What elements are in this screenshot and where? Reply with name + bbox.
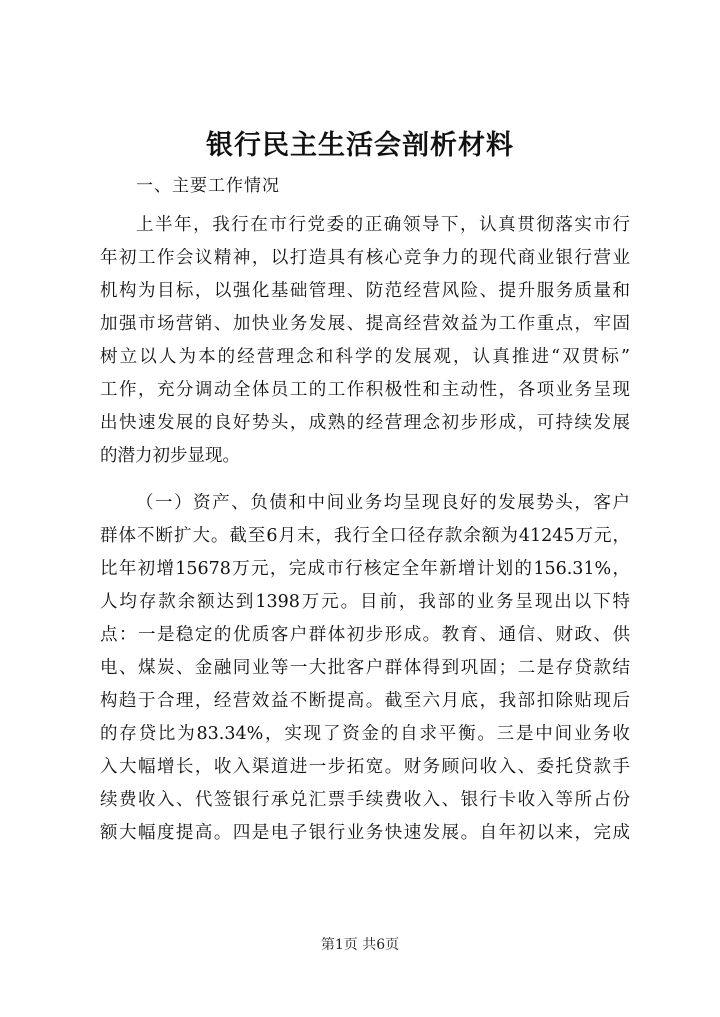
paragraph-line: 人均存款余额达到1398万元。目前，我部的业务呈现出以下特: [100, 592, 630, 612]
paragraph-line: （一）资产、负债和中间业务均呈现良好的发展势头，客户: [136, 493, 630, 513]
paragraph-line: 构趋于合理，经营效益不断提高。截至六月底，我部扣除贴现后: [100, 691, 630, 711]
paragraph-line: 入大幅增长，收入渠道进一步拓宽。财务顾问收入、委托贷款手: [100, 757, 630, 777]
page-title: 银行民主生活会剖析材料: [206, 130, 514, 161]
paragraph-line: 点：一是稳定的优质客户群体初步形成。教育、通信、财政、供: [100, 625, 630, 645]
paragraph-line: 续费收入、代签银行承兑汇票手续费收入、银行卡收入等所占份: [100, 790, 630, 810]
paragraph-line: 加强市场营销、加快业务发展、提高经营效益为工作重点，牢固: [100, 314, 630, 334]
page-number-footer: 第1页 共6页: [320, 937, 400, 953]
paragraph-line: 工作，充分调动全体员工的工作积极性和主动性，各项业务呈现: [100, 380, 630, 400]
paragraph-line: 电、煤炭、金融同业等一大批客户群体得到巩固；二是存贷款结: [100, 658, 630, 678]
paragraph-line: 树立以人为本的经营理念和科学的发展观，认真推进“双贯标”: [100, 347, 630, 367]
paragraph-gap: [100, 473, 630, 487]
paragraph-line: 出快速发展的良好势头，成熟的经营理念初步形成，可持续发展: [100, 413, 630, 433]
paragraph-line: 机构为目标，以强化基础管理、防范经营风险、提升服务质量和: [100, 281, 630, 301]
paragraph-line: 上半年，我行在市行党委的正确领导下，认真贯彻落实市行: [136, 215, 630, 235]
section-heading: 一、主要工作情况: [136, 176, 280, 196]
paragraph-2: [100, 487, 630, 850]
paragraph-1: [100, 209, 630, 473]
paragraph-line: 比年初增15678万元，完成市行核定全年新增计划的156.31%，: [100, 559, 630, 579]
paragraph-line: 额大幅度提高。四是电子银行业务快速发展。自年初以来，完成: [100, 823, 630, 843]
paragraph-line: 的潜力初步显现。: [100, 446, 240, 466]
paragraph-line: 群体不断扩大。截至6月末，我行全口径存款余额为41245万元，: [100, 526, 630, 546]
document-body: [100, 171, 630, 850]
paragraph-line: 年初工作会议精神，以打造具有核心竞争力的现代商业银行营业: [100, 248, 630, 268]
paragraph-line: 的存贷比为83.34%，实现了资金的自求平衡。三是中间业务收: [100, 724, 630, 744]
